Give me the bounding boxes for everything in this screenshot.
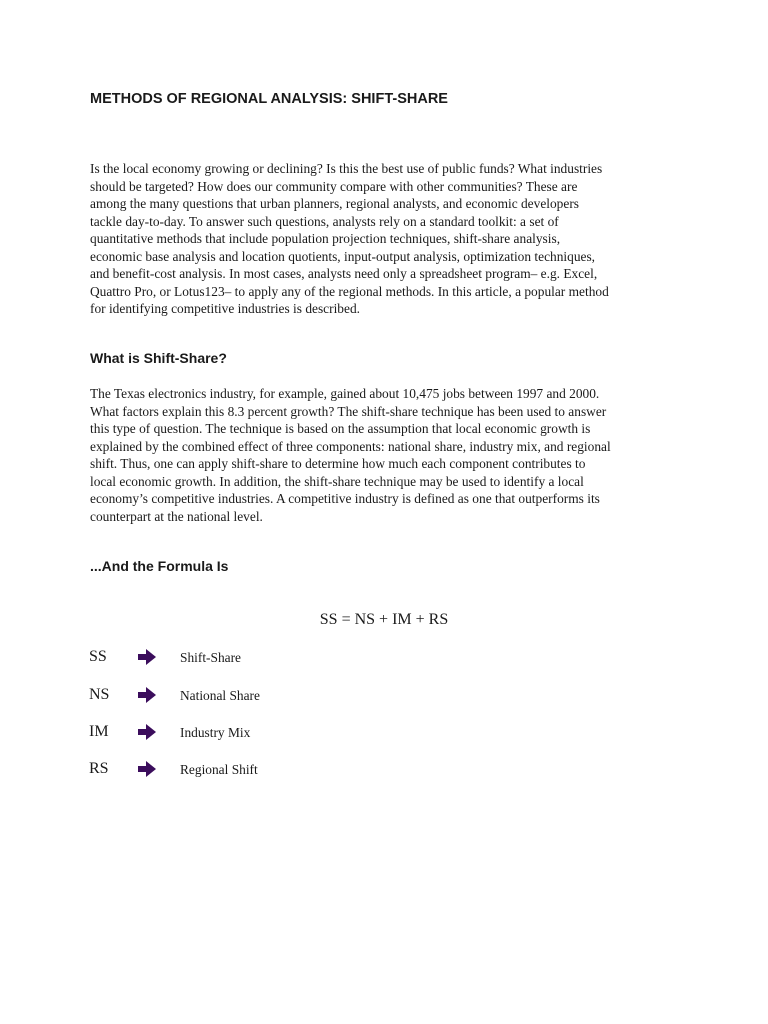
- paragraph-line: explained by the combined effect of three components: national share, industry mix, and regional: [90, 438, 611, 454]
- document-title: METHODS OF REGIONAL ANALYSIS: SHIFT-SHARE: [90, 91, 448, 107]
- paragraph-line: local economic growth. In addition, the shift-share technique may be used to identify a local: [90, 473, 584, 489]
- paragraph-line: and benefit-cost analysis. In most cases, analysts need only a spreadsheet program– e.g. Excel,: [90, 266, 598, 281]
- definition-row: [0, 646, 768, 670]
- paragraph-line: What factors explain this 8.3 percent growth? The shift-share technique has been used to answer: [90, 403, 607, 419]
- definition-meaning: National Share: [180, 688, 260, 703]
- paragraph-line: The Texas electronics industry, for example, gained about 10,475 jobs between 1997 and 2000.: [90, 386, 600, 401]
- paragraph-line: Quattro Pro, or Lotus123– to apply any of the regional methods. In this article, a popular method: [90, 283, 609, 299]
- definition-abbreviation: IM: [89, 723, 109, 740]
- right-arrow-icon: [137, 686, 157, 704]
- right-arrow-icon: [137, 760, 157, 778]
- definition-meaning: Shift-Share: [180, 650, 241, 665]
- paragraph-line: tackle day-to-day. To answer such questions, analysts rely on a standard toolkit: a set of: [90, 213, 559, 229]
- definition-row: [0, 721, 768, 745]
- definition-row: [0, 758, 768, 782]
- right-arrow-icon: [137, 648, 157, 666]
- paragraph-line: should be targeted? How does our community compare with other communities? These are: [90, 178, 578, 194]
- paragraph-line: this type of question. The technique is based on the assumption that local economic growth is: [90, 421, 591, 436]
- right-arrow-icon: [137, 723, 157, 741]
- paragraph-line: shift. Thus, one can apply shift-share to determine how much each component contributes to: [90, 456, 586, 471]
- definition-abbreviation: RS: [89, 760, 109, 777]
- paragraph-line: for identifying competitive industries is described.: [90, 301, 360, 316]
- definition-row: [0, 684, 768, 708]
- definition-abbreviation: NS: [89, 686, 110, 703]
- definition-abbreviation: SS: [89, 648, 107, 665]
- paragraph-line: quantitative methods that include population projection techniques, shift-share analysis,: [90, 231, 561, 246]
- paragraph-line: Is the local economy growing or declining? Is this the best use of public funds? What industries: [90, 161, 603, 176]
- section-heading-formula: ...And the Formula Is: [90, 558, 229, 574]
- shift-share-paragraph: [90, 385, 680, 525]
- section-heading-what-is-shift-share: What is Shift-Share?: [90, 350, 227, 366]
- paragraph-line: among the many questions that urban planners, regional analysts, and economic developers: [90, 196, 579, 211]
- definition-meaning: Industry Mix: [180, 725, 251, 740]
- intro-paragraph: [90, 160, 680, 318]
- paragraph-line: economy’s competitive industries. A competitive industry is defined as one that outperforms its: [90, 491, 600, 506]
- paragraph-line: economic base analysis and location quotients, input-output analysis, optimization techniques,: [90, 248, 596, 264]
- definition-meaning: Regional Shift: [180, 762, 258, 777]
- paragraph-line: counterpart at the national level.: [90, 508, 263, 524]
- formula-equation: SS = NS + IM + RS: [319, 611, 449, 628]
